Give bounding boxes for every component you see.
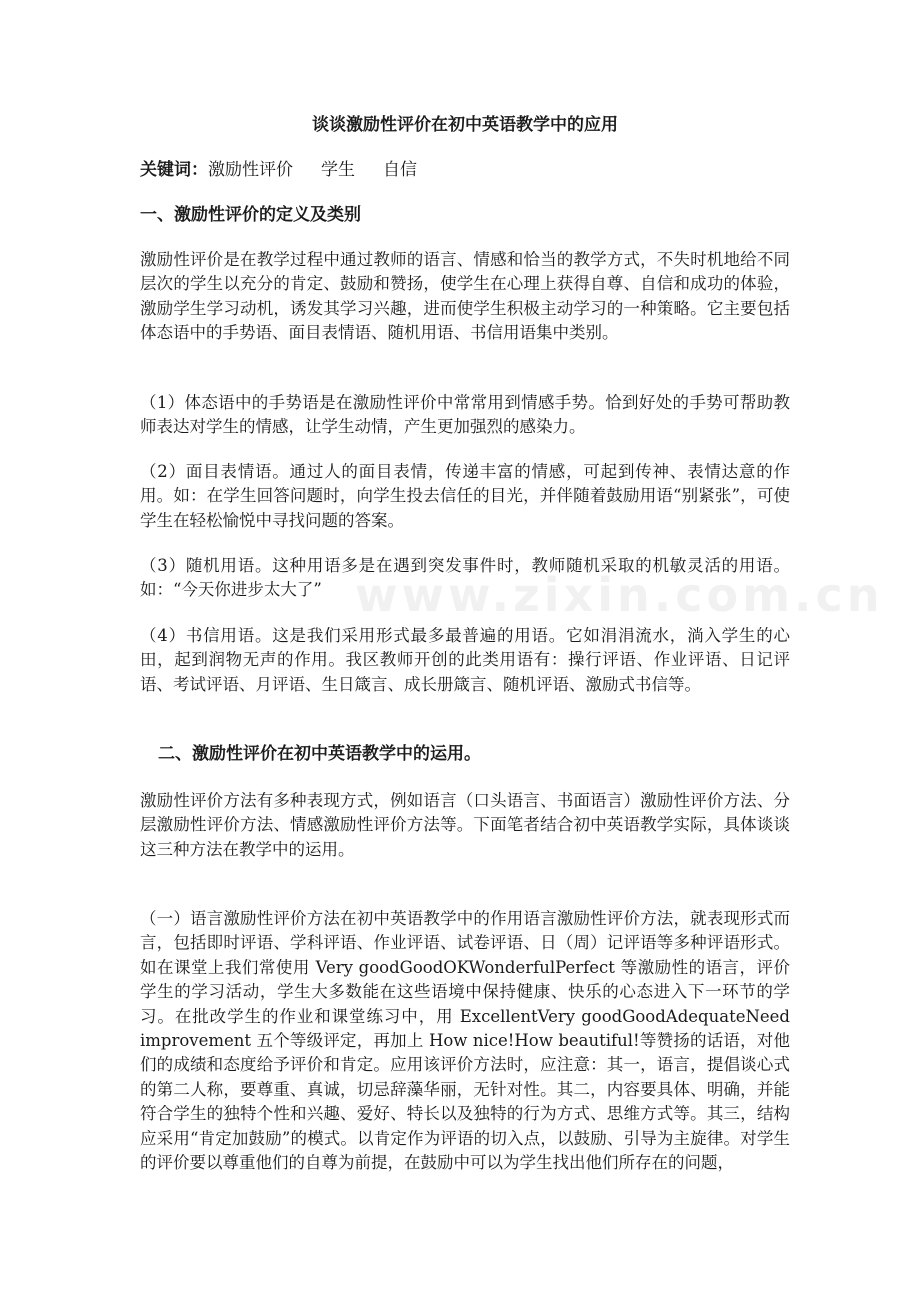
keyword-item: 激励性评价 xyxy=(208,160,293,180)
keyword-item: 学生 xyxy=(321,160,355,180)
paragraph: （1）体态语中的手势语是在激励性评价中常常用到情感手势。恰到好处的手势可帮助教师表达对学生的情感，让学生动情，产生更加强烈的感染力。 xyxy=(140,393,790,437)
document-title: 谈谈激励性评价在初中英语教学中的应用 xyxy=(312,115,618,135)
section-heading-1: 一、激励性评价的定义及类别 xyxy=(140,205,361,225)
section-heading-2: 二、激励性评价在初中英语教学中的运用。 xyxy=(158,744,481,764)
keywords-label: 关键词： xyxy=(140,160,208,180)
paragraph: （一）语言激励性评价方法在初中英语教学中的作用语言激励性评价方法，就表现形式而言，包括即时评语、学科评语、作业评语、试卷评语、日（周）记评语等多种评语形式。如在课堂上我们常使用 Very goodGoodOKWonderfulPerfect 等激励性的语言，评价学生的学习活动，学生大多数能在这些语境中保持健康、快乐的心态进入下一环节的学习。在批改学生的作业和课堂练习中，用 ExcellentVery goodGoodAdequateNeed improvement 五个等级评定，再加上 How nice!How beautiful!等赞扬的话语，对他们的成绩和态度给予评价和肯定。应用该评价方法时，应注意：其一，语言，提倡谈心式的第二人称，要尊重、真诚，切忌辞藻华丽，无针对性。其二，内容要具体、明确，并能符合学生的独特个性和兴趣、爱好、特长以及独特的行为方式、思维方式等。其三，结构应采用“肯定加鼓励”的模式。以肯定作为评语的切入点，以鼓励、引导为主旋律。对学生的评价要以尊重他们的自尊为前提，在鼓励中可以为学生找出他们所存在的问题， xyxy=(140,909,790,1173)
paragraph: （3）随机用语。这种用语多是在遇到突发事件时，教师随机采取的机敏灵活的用语。如：“今天你进步太大了” xyxy=(140,556,790,600)
watermark-text: www.zixin.com.cn xyxy=(355,568,884,622)
paragraph: 激励性评价方法有多种表现方式，例如语言（口头语言、书面语言）激励性评价方法、分层激励性评价方法、情感激励性评价方法等。下面笔者结合初中英语教学实际，具体谈谈这三种方法在教学中的运用。 xyxy=(140,791,790,859)
keywords-line xyxy=(140,157,445,183)
paragraph: 激励性评价是在教学过程中通过教师的语言、情感和恰当的教学方式，不失时机地给不同层次的学生以充分的肯定、鼓励和赞扬，使学生在心理上获得自尊、自信和成功的体验，激励学生学习动机，诱发其学习兴趣，进而使学生积极主动学习的一种策略。它主要包括体态语中的手势语、面目表情语、随机用语、书信用语集中类别。 xyxy=(140,250,790,343)
paragraph: （2）面目表情语。通过人的面目表情，传递丰富的情感，可起到传神、表情达意的作用。如：在学生回答问题时，向学生投去信任的目光，并伴随着鼓励用语“别紧张”，可使学生在轻松愉悦中寻找问题的答案。 xyxy=(140,462,790,530)
keyword-item: 自信 xyxy=(383,160,417,180)
paragraph: （4）书信用语。这是我们采用形式最多最普遍的用语。它如涓涓流水，淌入学生的心田，起到润物无声的作用。我区教师开创的此类用语有：操行评语、作业评语、日记评语、考试评语、月评语、生日箴言、成长册箴言、随机评语、激励式书信等。 xyxy=(140,626,790,694)
